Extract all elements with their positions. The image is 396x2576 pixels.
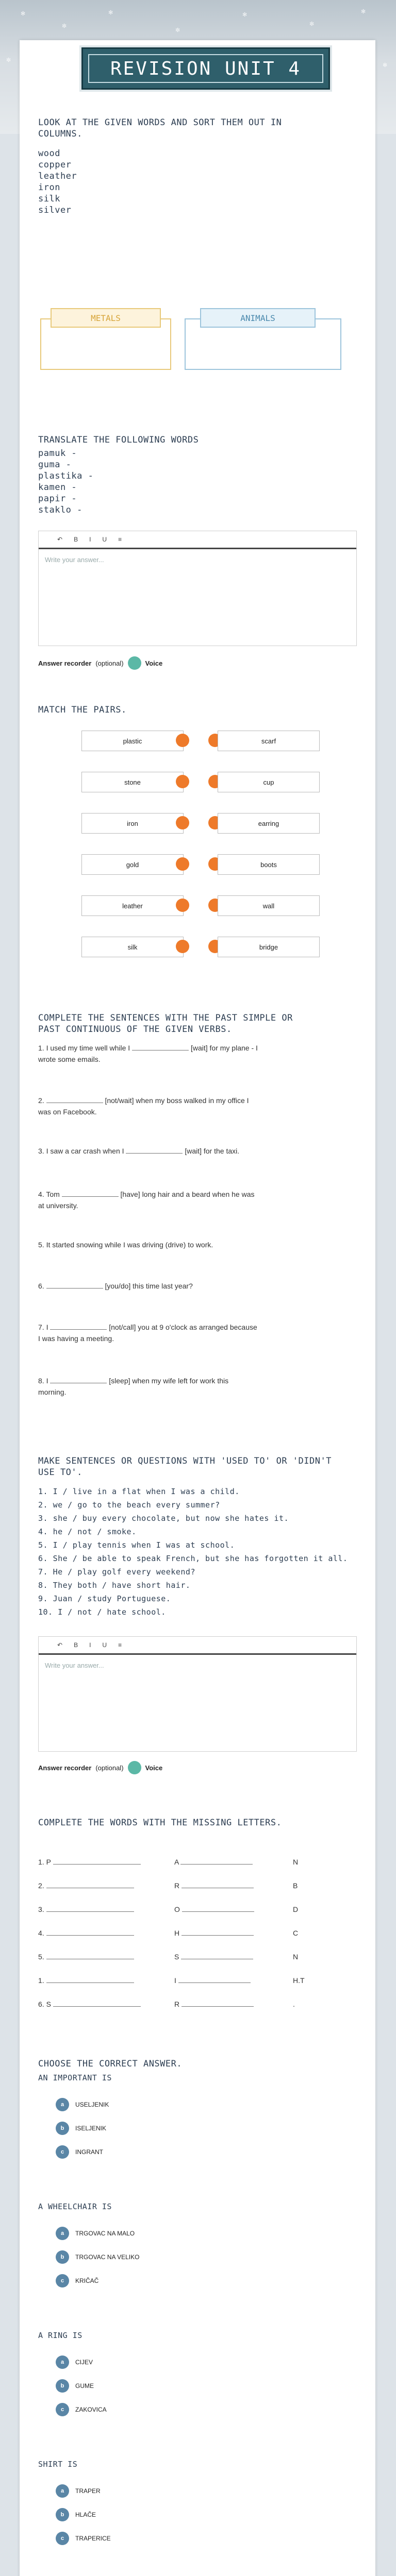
answer-option[interactable]: a CIJEV — [56, 2355, 93, 2369]
ex4-item: 4. Tom [have] long hair and a beard when he was — [38, 1190, 255, 1198]
answer-recorder[interactable] — [38, 656, 162, 670]
page-title: REVISION UNIT 4 — [110, 58, 302, 79]
ex5-item: 10. I / not / hate school. — [38, 1607, 166, 1617]
gap-input[interactable] — [46, 1287, 103, 1289]
match-left-item[interactable]: gold — [81, 854, 184, 875]
match-left-item[interactable]: plastic — [81, 731, 184, 751]
ex2-word: staklo - — [38, 505, 82, 515]
ex4-item-cont: I was having a meeting. — [38, 1334, 114, 1343]
ex4-item: 8. I [sleep] when my wife left for work this — [38, 1377, 229, 1385]
ex6-row: O — [174, 1905, 254, 1913]
ex6-row: R — [174, 2000, 254, 2008]
italic-button[interactable]: I — [89, 1641, 91, 1649]
editor-toolbar — [39, 1637, 356, 1655]
animals-label: ANIMALS — [200, 308, 316, 328]
ex2-word: kamen - — [38, 482, 77, 493]
match-right-item[interactable]: boots — [218, 854, 320, 875]
match-right-item[interactable]: wall — [218, 895, 320, 916]
ex2-word: plastika - — [38, 471, 94, 481]
ex4-instruction-line1: COMPLETE THE SENTENCES WITH THE PAST SIMPLE OR — [38, 1013, 293, 1023]
ex5-item: 4. he / not / smoke. — [38, 1527, 137, 1536]
ex2-instruction: TRANSLATE THE FOLLOWING WORDS — [38, 435, 199, 445]
ex4-item: 6. [you/do] this time last year? — [38, 1282, 193, 1290]
match-left-dot[interactable] — [176, 775, 189, 788]
ex6-row: 2. — [38, 1882, 134, 1890]
bold-button[interactable]: B — [74, 536, 78, 543]
ex1-instruction-line2: COLUMNS. — [38, 129, 82, 139]
answer-placeholder: Write your answer... — [45, 556, 104, 564]
underline-button[interactable]: U — [102, 536, 107, 543]
gap-input[interactable] — [50, 1382, 107, 1383]
ex6-row: N — [293, 1858, 299, 1866]
ex5-item: 1. I / live in a flat when I was a child. — [38, 1487, 240, 1496]
ex6-instruction: COMPLETE THE WORDS WITH THE MISSING LETTERS. — [38, 1818, 282, 1828]
ex3-instruction: MATCH THE PAIRS. — [38, 705, 127, 715]
question-text: SHIRT IS — [38, 2460, 78, 2469]
option-letter[interactable]: c — [56, 2274, 69, 2287]
ex1-word: copper — [38, 160, 72, 170]
metals-label: METALS — [51, 308, 161, 328]
match-left-dot[interactable] — [176, 816, 189, 829]
answer-recorder-label: Answer recorder — [38, 1764, 92, 1772]
answer-recorder[interactable] — [38, 1761, 162, 1774]
option-letter[interactable]: b — [56, 2122, 69, 2135]
ex6-row: 3. — [38, 1905, 134, 1913]
ex4-item: 7. I [not/call] you at 9 o'clock as arranged because — [38, 1323, 257, 1331]
ex1-word: silk — [38, 194, 60, 204]
option-letter[interactable]: c — [56, 2145, 69, 2159]
italic-button[interactable]: I — [89, 536, 91, 543]
ex6-row: R — [174, 1882, 254, 1890]
ex5-item: 3. she / buy every chocolate, but now she hates it. — [38, 1514, 289, 1523]
ex4-item: 3. I saw a car crash when I [wait] for the taxi. — [38, 1147, 240, 1155]
option-letter[interactable]: a — [56, 2227, 69, 2240]
option-letter[interactable]: b — [56, 2379, 69, 2393]
ex6-row: I — [174, 1976, 251, 1985]
ex1-word: leather — [38, 171, 77, 181]
undo-button[interactable]: ↶ — [57, 536, 63, 543]
gap-input[interactable] — [46, 1102, 103, 1103]
ex7-instruction: CHOOSE THE CORRECT ANSWER. — [38, 2059, 183, 2069]
match-right-item[interactable]: earring — [218, 813, 320, 834]
answer-recorder-label: Answer recorder — [38, 659, 92, 667]
ex6-row: A — [174, 1858, 253, 1866]
record-voice-button[interactable] — [128, 1761, 141, 1774]
undo-button[interactable]: ↶ — [57, 1641, 63, 1649]
option-letter[interactable]: b — [56, 2508, 69, 2521]
answer-option[interactable]: c TRAPERICE — [56, 2532, 111, 2545]
ex1-word: iron — [38, 182, 60, 193]
ex4-item-cont: wrote some emails. — [38, 1055, 101, 1063]
voice-label: Voice — [145, 659, 163, 667]
ex6-row: 1. — [38, 1976, 134, 1985]
ex6-row: C — [293, 1929, 299, 1937]
list-button[interactable]: ≡ — [118, 1641, 122, 1649]
gap-input[interactable] — [126, 1153, 183, 1154]
editor-toolbar — [39, 531, 356, 549]
ex4-item: 2. [not/wait] when my boss walked in my office I — [38, 1096, 249, 1105]
ex5-item: 2. we / go to the beach every summer? — [38, 1500, 220, 1510]
match-left-item[interactable]: iron — [81, 813, 184, 834]
answer-option[interactable]: c KRIČAČ — [56, 2274, 98, 2287]
match-left-dot[interactable] — [176, 857, 189, 871]
ex5-item: 8. They both / have short hair. — [38, 1581, 191, 1590]
answer-box-ex2[interactable] — [38, 531, 357, 646]
answer-recorder-optional: (optional) — [95, 1764, 124, 1772]
ex6-row: 1. P — [38, 1858, 141, 1866]
match-left-item[interactable]: stone — [81, 772, 184, 792]
ex5-item: 6. She / be able to speak French, but she has forgotten it all. — [38, 1554, 348, 1563]
answer-option[interactable]: a USELJENIK — [56, 2098, 109, 2111]
answer-option[interactable]: b ISELJENIK — [56, 2122, 106, 2135]
answer-option[interactable]: b HLAČE — [56, 2508, 96, 2521]
answer-box-ex5[interactable] — [38, 1636, 357, 1752]
answer-option[interactable]: a TRAPER — [56, 2484, 101, 2498]
match-left-dot[interactable] — [176, 734, 189, 747]
ex4-item-cont: morning. — [38, 1388, 67, 1396]
question-text: A WHEELCHAIR IS — [38, 2202, 112, 2211]
answer-option[interactable]: c ZAKOVICA — [56, 2403, 107, 2416]
ex5-item: 5. I / play tennis when I was at school. — [38, 1540, 235, 1550]
ex2-word: pamuk - — [38, 448, 77, 459]
bold-button[interactable]: B — [74, 1641, 78, 1649]
ex6-row: H — [174, 1929, 254, 1937]
answer-option[interactable]: b TRGOVAC NA VELIKO — [56, 2250, 139, 2264]
ex4-item: 1. I used my time well while I [wait] for my plane - I — [38, 1044, 258, 1052]
ex6-row: N — [293, 1953, 299, 1961]
ex5-instruction-line2: USE TO'. — [38, 1467, 82, 1478]
ex4-item: 5. It started snowing while I was driving (drive) to work. — [38, 1241, 213, 1249]
ex6-row: . — [293, 2000, 295, 2008]
voice-label: Voice — [145, 1764, 163, 1772]
ex5-item: 7. He / play golf every weekend? — [38, 1567, 195, 1577]
option-letter[interactable]: c — [56, 2403, 69, 2416]
answer-option[interactable]: b GUME — [56, 2379, 94, 2393]
match-left-item[interactable]: leather — [81, 895, 184, 916]
option-letter[interactable]: a — [56, 2484, 69, 2498]
answer-option[interactable]: a TRGOVAC NA MALO — [56, 2227, 135, 2240]
ex4-item-cont: at university. — [38, 1201, 78, 1210]
ex4-instruction-line2: PAST CONTINUOUS OF THE GIVEN VERBS. — [38, 1024, 232, 1035]
ex6-row: D — [293, 1905, 299, 1913]
ex2-word: guma - — [38, 460, 72, 470]
match-left-dot[interactable] — [176, 899, 189, 912]
answer-placeholder: Write your answer... — [45, 1662, 104, 1669]
underline-button[interactable]: U — [102, 1641, 107, 1649]
question-text: AN IMPORTANT IS — [38, 2073, 112, 2082]
gap-input[interactable] — [62, 1196, 119, 1197]
match-right-item[interactable]: scarf — [218, 731, 320, 751]
match-left-item[interactable]: silk — [81, 937, 184, 957]
question-text: A RING IS — [38, 2331, 82, 2340]
option-letter[interactable]: a — [56, 2355, 69, 2369]
ex5-item: 9. Juan / study Portuguese. — [38, 1594, 171, 1603]
ex1-instruction-line1: LOOK AT THE GIVEN WORDS AND SORT THEM OUT IN — [38, 117, 282, 128]
ex1-word: silver — [38, 205, 72, 215]
ex6-row: S — [174, 1953, 253, 1961]
ex6-row: 4. — [38, 1929, 134, 1937]
option-letter[interactable]: b — [56, 2250, 69, 2264]
answer-recorder-optional: (optional) — [95, 659, 124, 667]
record-voice-button[interactable] — [128, 656, 141, 670]
ex1-word: wood — [38, 148, 60, 159]
list-button[interactable]: ≡ — [118, 536, 122, 543]
gap-input[interactable] — [50, 1329, 107, 1330]
ex5-instruction-line1: MAKE SENTENCES OR QUESTIONS WITH 'USED TO' OR 'DIDN'T — [38, 1456, 332, 1466]
gap-input[interactable] — [132, 1049, 189, 1050]
ex6-row: 6. S — [38, 2000, 141, 2008]
match-right-item[interactable]: cup — [218, 772, 320, 792]
ex6-row: H.T — [293, 1976, 305, 1985]
answer-option[interactable]: c INGRANT — [56, 2145, 103, 2159]
ex4-item-cont: was on Facebook. — [38, 1108, 97, 1116]
worksheet-page — [20, 40, 375, 2576]
ex2-word: papir - — [38, 494, 77, 504]
option-letter[interactable]: a — [56, 2098, 69, 2111]
ex6-row: 5. — [38, 1953, 134, 1961]
match-right-item[interactable]: bridge — [218, 937, 320, 957]
option-letter[interactable]: c — [56, 2532, 69, 2545]
title-banner — [81, 47, 330, 90]
ex6-row: B — [293, 1882, 298, 1890]
match-left-dot[interactable] — [176, 940, 189, 953]
